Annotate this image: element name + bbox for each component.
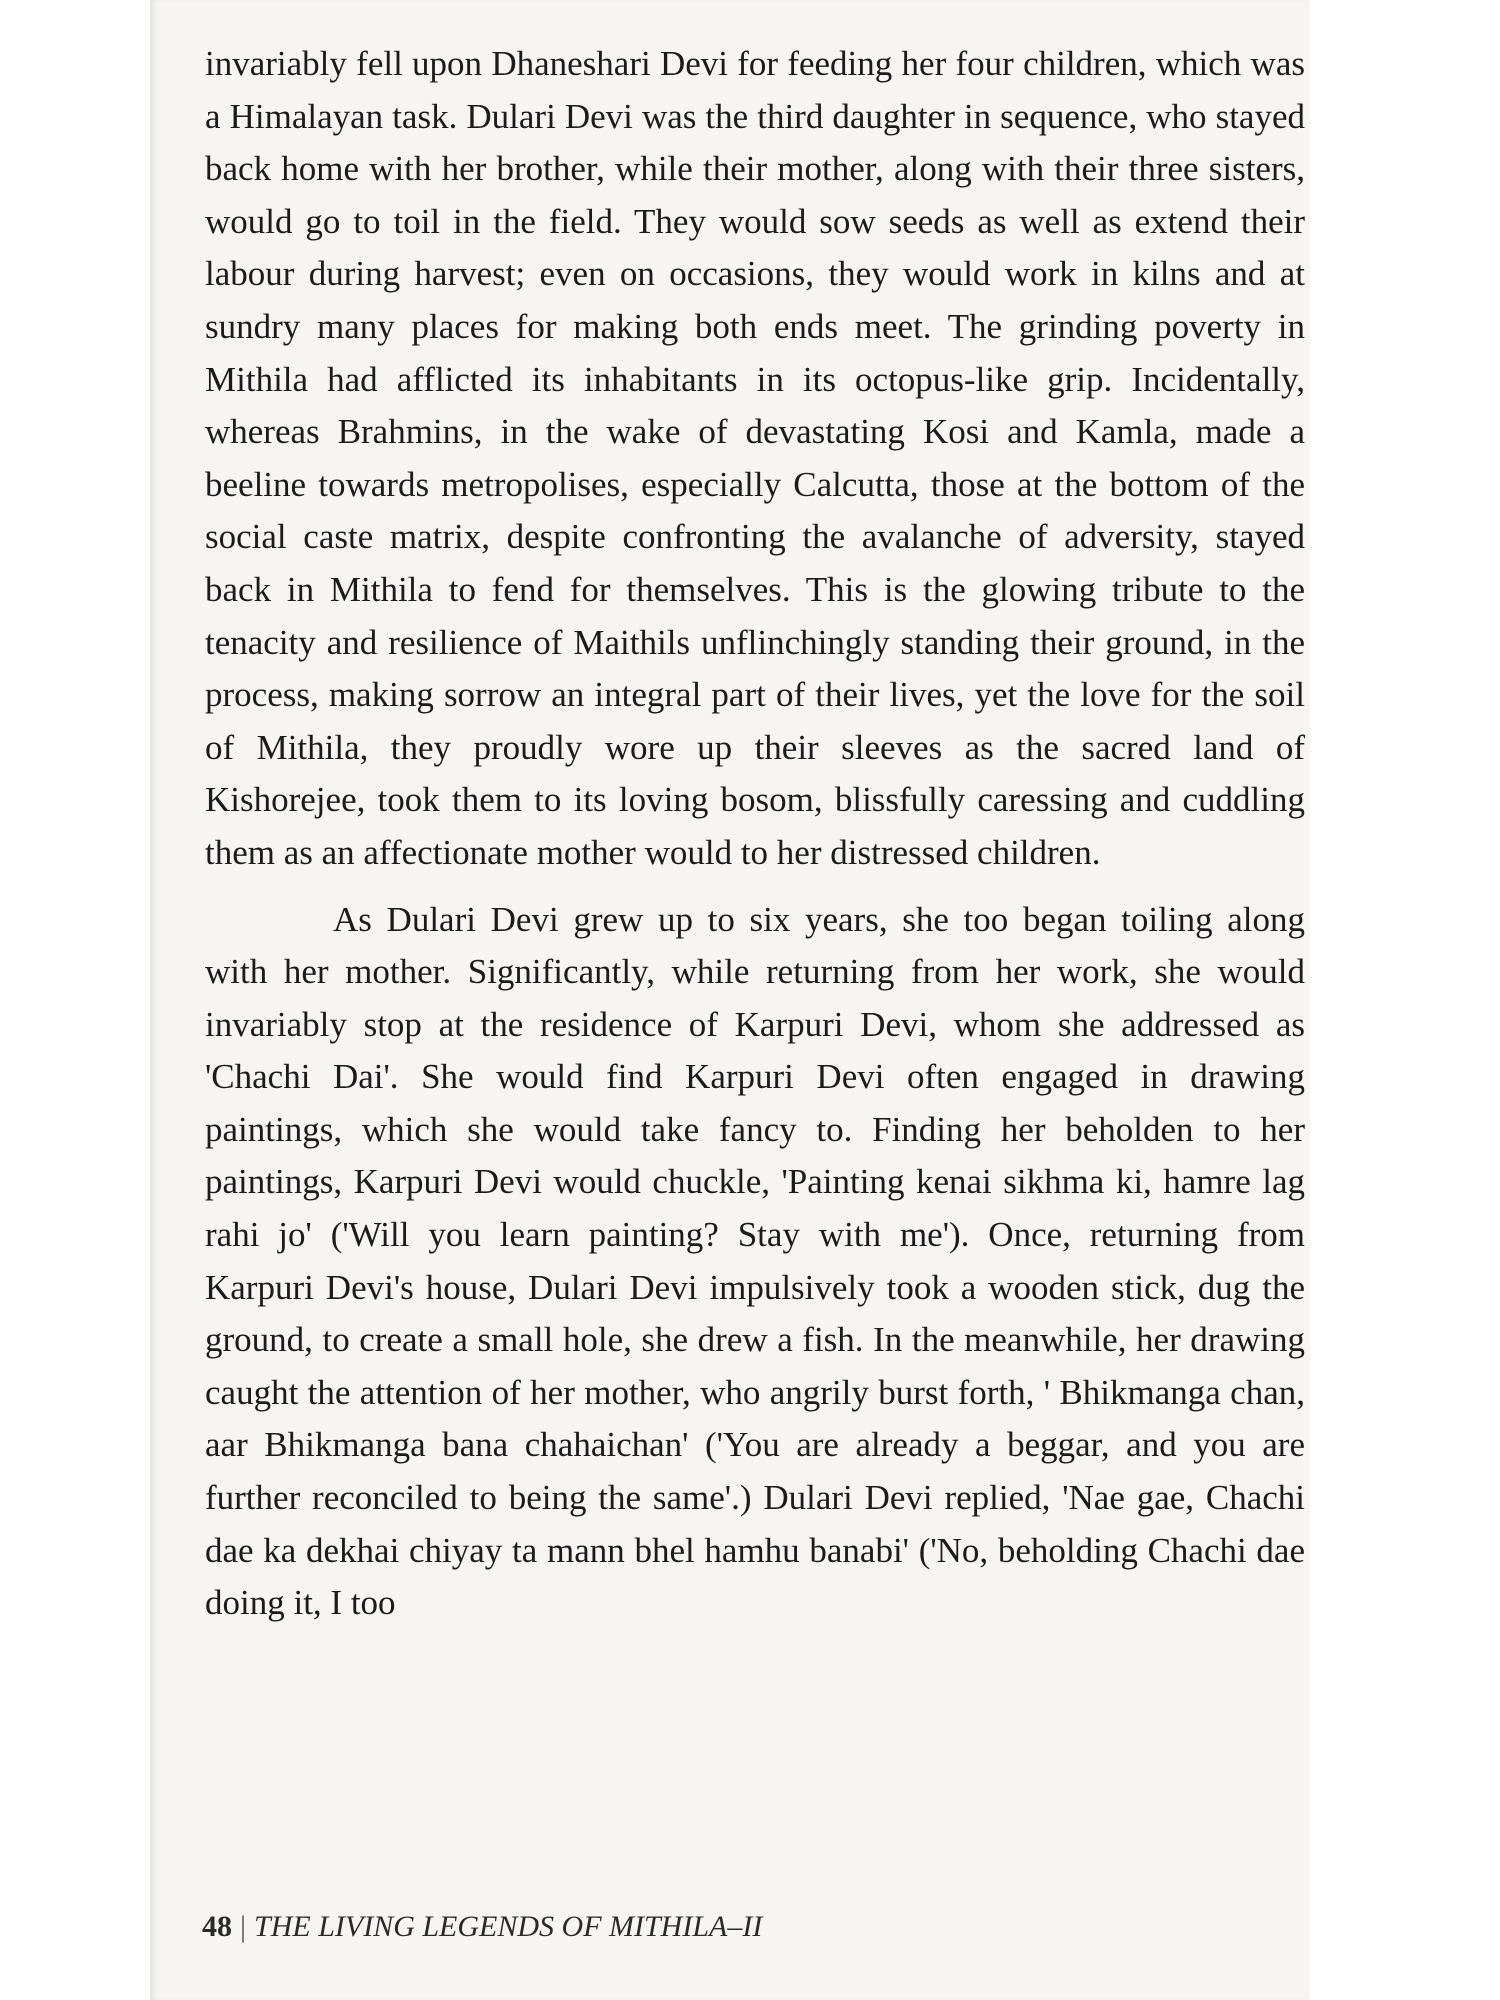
paragraph-continued: invariably fell upon Dhaneshari Devi for feeding her four children, which was a Himalayan task. Dulari Devi was the third daughter in sequence, who stayed back home with her brother, while their mother, along with their three sisters, would go to toil in the field. They would sow seeds as well as extend their labour during harvest; even on occasions, they would work in kilns and at sundry many places for making both ends meet. The grinding poverty in Mithila had afflicted its inhabitants in its octopus-like grip. Incidentally, whereas Brahmins, in the wake of devastating Kosi and Kamla, made a beeline towards metropolises, especially Calcutta, those at the bottom of the social caste matrix, despite confronting the avalanche of adversity, stayed back in Mithila to fend for themselves. This is the glowing tribute to the tenacity and resilience of Maithils unflinchingly standing their ground, in the process, making sorrow an integral part of their lives, yet the love for the soil of Mithila, they proudly wore up their sleeves as the sacred land of Kishorejee, took them to its loving bosom, blissfully caressing and cuddling them as an affectionate mother would to her distressed children. [205, 44, 1305, 872]
left-margin [0, 0, 150, 2000]
right-margin [1310, 0, 1500, 2000]
body-text [205, 38, 1305, 1630]
page-number: 48 [202, 1910, 232, 1943]
running-footer [202, 1910, 762, 1944]
footer-separator: | [240, 1910, 247, 1943]
book-title: THE LIVING LEGENDS OF MITHILA–II [254, 1910, 763, 1943]
paragraph-dulari-childhood: As Dulari Devi grew up to six years, she too began toiling along with her mother. Significantly, while returning from her work, she would invariably stop at the residence of Karpuri Devi, whom she addressed as 'Chachi Dai'. She would find Karpuri Devi often engaged in drawing paintings, which she would take fancy to. Finding her beholden to her paintings, Karpuri Devi would chuckle, 'Painting kenai sikhma ki, hamre lag rahi jo' ('Will you learn painting? Stay with me'). Once, returning from Karpuri Devi's house, Dulari Devi impulsively took a wooden stick, dug the ground, to create a small hole, she drew a fish. In the meanwhile, her drawing caught the attention of her mother, who angrily burst forth, ' Bhikmanga chan, aar Bhikmanga bana chahaichan' ('You are already a beggar, and you are further reconciled to being the same'.) Dulari Devi replied, 'Nae gae, Chachi dae ka dekhai chiyay ta mann bhel hamhu banabi' ('No, beholding Chachi dae doing it, I too [205, 899, 1305, 1623]
